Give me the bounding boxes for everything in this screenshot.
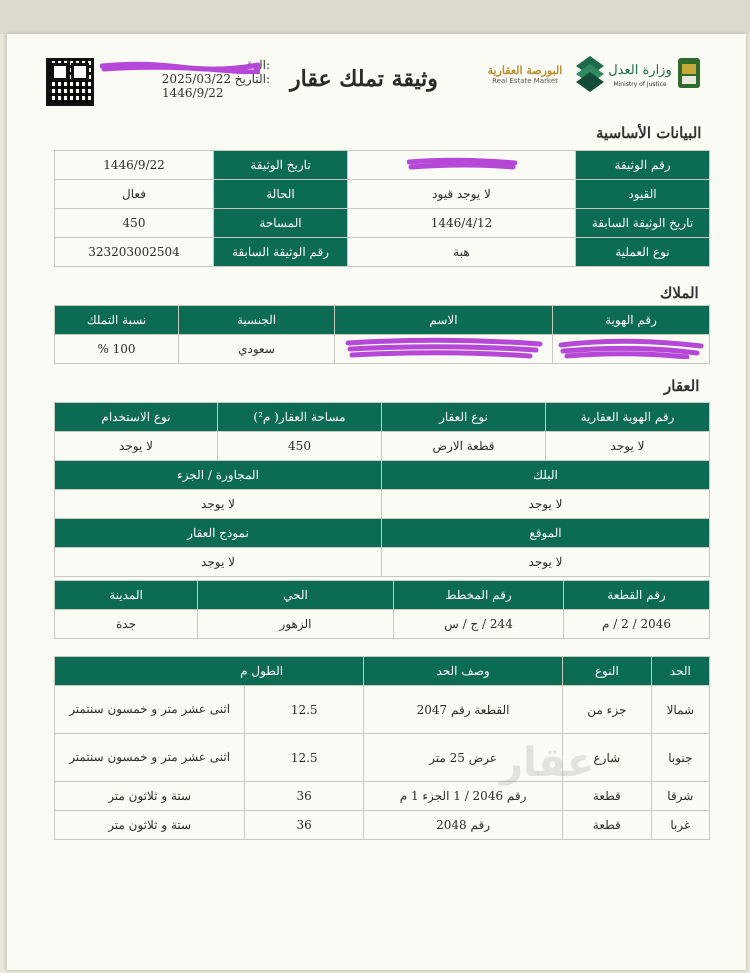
district-header: الحي bbox=[198, 581, 394, 610]
meta-date-hijri: 1446/9/22 bbox=[162, 86, 224, 100]
owner-share-value: 100 % bbox=[55, 335, 179, 364]
area-label: المساحة bbox=[214, 209, 348, 238]
bound-length: 12.5 bbox=[245, 686, 364, 734]
prop-type-value: قطعة الارض bbox=[382, 432, 546, 461]
bound-length: 36 bbox=[245, 811, 364, 840]
property-table bbox=[54, 402, 710, 577]
owner-share-header: نسبة التملك bbox=[55, 306, 179, 335]
table-row bbox=[55, 686, 710, 734]
svg-text:Ministry of Justice: Ministry of Justice bbox=[613, 81, 667, 88]
bound-desc-header: وصف الحد bbox=[364, 657, 563, 686]
redaction-scribble bbox=[100, 60, 260, 74]
bound-desc: عرض 25 متر bbox=[364, 734, 563, 782]
bound-desc: القطعة رقم 2047 bbox=[364, 686, 563, 734]
bound-type-header: النوع bbox=[563, 657, 652, 686]
prop-use-value: لا يوجد bbox=[55, 432, 218, 461]
bound-type: جزء من bbox=[563, 686, 652, 734]
redaction-scribble bbox=[344, 337, 544, 359]
location-value: لا يوجد bbox=[382, 548, 710, 577]
plan-value: 244 / ج / س bbox=[394, 610, 564, 639]
owner-nationality-header: الجنسية bbox=[179, 306, 335, 335]
rem-logo-ar: البورصة العقارية bbox=[487, 64, 563, 77]
prop-id-value: لا يوجد bbox=[546, 432, 710, 461]
bound-type: قطعة bbox=[563, 811, 652, 840]
adjacent-value: لا يوجد bbox=[55, 490, 382, 519]
property-location-table bbox=[54, 580, 710, 639]
prop-type-header: نوع العقار bbox=[382, 403, 546, 432]
table-row bbox=[55, 782, 710, 811]
bound-side: جنوبا bbox=[651, 734, 709, 782]
op-type-value: هبة bbox=[348, 238, 576, 267]
bound-side: شرقا bbox=[651, 782, 709, 811]
bound-desc: رقم 2046 / 1 الجزء 1 م bbox=[364, 782, 563, 811]
prop-area-value: 450 bbox=[218, 432, 382, 461]
model-value: لا يوجد bbox=[55, 548, 382, 577]
model-header: نموذج العقار bbox=[55, 519, 382, 548]
owner-name-header: الاسم bbox=[335, 306, 553, 335]
redaction-scribble bbox=[557, 337, 705, 359]
table-row bbox=[55, 811, 710, 840]
block-header: البلك bbox=[382, 461, 710, 490]
bound-length-words: ستة و ثلاثون متر bbox=[55, 782, 245, 811]
table-row bbox=[55, 734, 710, 782]
prop-area-header: مساحة العقار( م²) bbox=[218, 403, 382, 432]
prev-number-label: رقم الوثيقة السابقة bbox=[214, 238, 348, 267]
meta-date-label: التاريخ: bbox=[234, 72, 270, 86]
prop-use-header: نوع الاستخدام bbox=[55, 403, 218, 432]
real-estate-market-logo bbox=[484, 64, 566, 85]
owner-nationality-value: سعودي bbox=[179, 335, 335, 364]
prev-date-value: 1446/4/12 bbox=[348, 209, 576, 238]
plot-value: 2046 / 2 / م bbox=[564, 610, 710, 639]
bound-type: قطعة bbox=[563, 782, 652, 811]
plot-header: رقم القطعة bbox=[564, 581, 710, 610]
top-background bbox=[0, 0, 750, 34]
bound-side-header: الحد bbox=[651, 657, 709, 686]
meta-number-label: الرقم: bbox=[238, 58, 270, 72]
block-value: لا يوجد bbox=[382, 490, 710, 519]
page-title: وثيقة تملك عقار bbox=[290, 66, 438, 92]
prev-date-label: تاريخ الوثيقة السابقة bbox=[576, 209, 710, 238]
op-type-label: نوع العملية bbox=[576, 238, 710, 267]
section-owners-title: الملاك bbox=[660, 284, 699, 302]
ministry-of-justice-logo bbox=[572, 52, 704, 96]
bound-length-words: ستة و ثلاثون متر bbox=[55, 811, 245, 840]
location-header: الموقع bbox=[382, 519, 710, 548]
bound-length-words: اثنى عشر متر و خمسون سنتمتر bbox=[55, 734, 245, 782]
district-value: الزهور bbox=[198, 610, 394, 639]
doc-number-label: رقم الوثيقة bbox=[576, 151, 710, 180]
bound-type: شارع bbox=[563, 734, 652, 782]
bound-length: 12.5 bbox=[245, 734, 364, 782]
doc-date-label: تاريخ الوثيقة bbox=[214, 151, 348, 180]
rem-logo-en: Real Estate Market bbox=[492, 77, 558, 85]
bound-length-header: الطول م bbox=[55, 657, 364, 686]
svg-text:وزارة العدل: وزارة العدل bbox=[608, 63, 672, 78]
boundaries-table bbox=[54, 656, 710, 840]
bound-desc: رقم 2048 bbox=[364, 811, 563, 840]
bound-length-words: اثنى عشر متر و خمسون سنتمتر bbox=[55, 686, 245, 734]
qr-code bbox=[46, 58, 94, 106]
plan-header: رقم المخطط bbox=[394, 581, 564, 610]
owner-id-header: رقم الهوية bbox=[553, 306, 710, 335]
city-value: جدة bbox=[55, 610, 198, 639]
section-basic-title: البيانات الأساسية bbox=[596, 124, 702, 142]
restrictions-value: لا يوجد قيود bbox=[348, 180, 576, 209]
doc-number-value bbox=[348, 151, 576, 180]
doc-date-value: 1446/9/22 bbox=[55, 151, 214, 180]
prop-id-header: رقم الهوية العقارية bbox=[546, 403, 710, 432]
meta-date-gregorian: 2025/03/22 bbox=[161, 72, 231, 86]
bound-side: غربا bbox=[651, 811, 709, 840]
redaction-scribble bbox=[407, 157, 517, 171]
owner-name-value bbox=[335, 335, 553, 364]
prev-number-value: 323203002504 bbox=[55, 238, 214, 267]
owners-table bbox=[54, 305, 710, 364]
basic-data-table bbox=[54, 150, 710, 267]
watermark: عقار bbox=[500, 740, 595, 786]
status-label: الحالة bbox=[214, 180, 348, 209]
adjacent-header: المجاورة / الجزء bbox=[55, 461, 382, 490]
status-value: فعال bbox=[55, 180, 214, 209]
bound-length: 36 bbox=[245, 782, 364, 811]
owner-id-value bbox=[553, 335, 710, 364]
city-header: المدينة bbox=[55, 581, 198, 610]
section-property-title: العقار bbox=[664, 377, 700, 395]
restrictions-label: القيود bbox=[576, 180, 710, 209]
area-value: 450 bbox=[55, 209, 214, 238]
bound-side: شمالا bbox=[651, 686, 709, 734]
